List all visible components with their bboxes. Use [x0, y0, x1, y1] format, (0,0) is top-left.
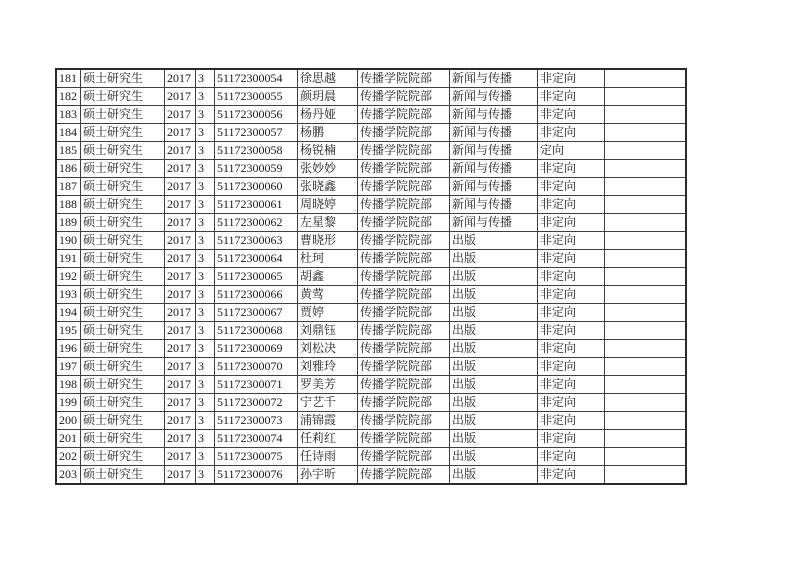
cell-duration-years: 3	[196, 232, 215, 250]
cell-duration-years: 3	[196, 214, 215, 232]
cell-major: 出版	[450, 448, 538, 466]
cell-department: 传播学院院部	[358, 430, 450, 448]
cell-orientation: 非定向	[538, 376, 605, 394]
cell-student-id: 51172300064	[215, 250, 298, 268]
cell-blank	[605, 322, 686, 340]
cell-department: 传播学院院部	[358, 340, 450, 358]
table-row	[56, 430, 686, 448]
table-row	[56, 88, 686, 106]
cell-blank	[605, 268, 686, 286]
cell-student-id: 51172300070	[215, 358, 298, 376]
cell-enroll-year: 2017	[165, 448, 196, 466]
cell-department: 传播学院院部	[358, 286, 450, 304]
table-row	[56, 286, 686, 304]
cell-orientation: 非定向	[538, 340, 605, 358]
cell-department: 传播学院院部	[358, 232, 450, 250]
table-row	[56, 142, 686, 160]
cell-student-name: 张晓鑫	[298, 178, 358, 196]
cell-blank	[605, 304, 686, 322]
cell-department: 传播学院院部	[358, 196, 450, 214]
table-row	[56, 340, 686, 358]
cell-orientation: 非定向	[538, 448, 605, 466]
cell-blank	[605, 178, 686, 196]
cell-major: 新闻与传播	[450, 196, 538, 214]
cell-enroll-year: 2017	[165, 178, 196, 196]
cell-student-type: 硕士研究生	[81, 358, 165, 376]
cell-row-number: 198	[56, 376, 81, 394]
cell-student-name: 任莉红	[298, 430, 358, 448]
cell-blank	[605, 160, 686, 178]
cell-student-type: 硕士研究生	[81, 214, 165, 232]
cell-row-number: 186	[56, 160, 81, 178]
cell-blank	[605, 88, 686, 106]
cell-orientation: 非定向	[538, 394, 605, 412]
cell-student-name: 孙宇昕	[298, 466, 358, 485]
table-row	[56, 214, 686, 232]
cell-row-number: 189	[56, 214, 81, 232]
cell-student-name: 刘雅玲	[298, 358, 358, 376]
cell-row-number: 199	[56, 394, 81, 412]
table-row	[56, 196, 686, 214]
cell-student-type: 硕士研究生	[81, 250, 165, 268]
cell-department: 传播学院院部	[358, 322, 450, 340]
cell-duration-years: 3	[196, 358, 215, 376]
cell-duration-years: 3	[196, 106, 215, 124]
cell-student-type: 硕士研究生	[81, 286, 165, 304]
cell-orientation: 非定向	[538, 214, 605, 232]
cell-student-id: 51172300067	[215, 304, 298, 322]
cell-student-name: 杜珂	[298, 250, 358, 268]
cell-student-id: 51172300074	[215, 430, 298, 448]
cell-duration-years: 3	[196, 394, 215, 412]
cell-student-type: 硕士研究生	[81, 340, 165, 358]
cell-enroll-year: 2017	[165, 466, 196, 485]
table-row	[56, 322, 686, 340]
cell-row-number: 196	[56, 340, 81, 358]
cell-row-number: 200	[56, 412, 81, 430]
cell-blank	[605, 196, 686, 214]
cell-row-number: 192	[56, 268, 81, 286]
cell-duration-years: 3	[196, 160, 215, 178]
cell-student-id: 51172300063	[215, 232, 298, 250]
cell-blank	[605, 430, 686, 448]
cell-enroll-year: 2017	[165, 430, 196, 448]
table-row	[56, 160, 686, 178]
table-row	[56, 394, 686, 412]
cell-row-number: 195	[56, 322, 81, 340]
cell-student-name: 张妙妙	[298, 160, 358, 178]
cell-major: 出版	[450, 358, 538, 376]
cell-orientation: 非定向	[538, 466, 605, 485]
cell-blank	[605, 124, 686, 142]
cell-student-type: 硕士研究生	[81, 322, 165, 340]
cell-major: 出版	[450, 232, 538, 250]
student-roster-table	[55, 68, 687, 485]
cell-row-number: 202	[56, 448, 81, 466]
cell-student-id: 51172300057	[215, 124, 298, 142]
cell-orientation: 非定向	[538, 88, 605, 106]
cell-student-type: 硕士研究生	[81, 232, 165, 250]
cell-student-name: 刘鼎钰	[298, 322, 358, 340]
cell-orientation: 非定向	[538, 412, 605, 430]
cell-student-name: 贾婷	[298, 304, 358, 322]
cell-student-id: 51172300066	[215, 286, 298, 304]
cell-student-type: 硕士研究生	[81, 466, 165, 485]
cell-student-id: 51172300076	[215, 466, 298, 485]
cell-enroll-year: 2017	[165, 106, 196, 124]
cell-enroll-year: 2017	[165, 286, 196, 304]
cell-student-type: 硕士研究生	[81, 430, 165, 448]
cell-enroll-year: 2017	[165, 142, 196, 160]
cell-student-id: 51172300055	[215, 88, 298, 106]
cell-row-number: 181	[56, 69, 81, 88]
cell-department: 传播学院院部	[358, 250, 450, 268]
cell-blank	[605, 394, 686, 412]
cell-blank	[605, 250, 686, 268]
cell-blank	[605, 376, 686, 394]
cell-major: 新闻与传播	[450, 142, 538, 160]
cell-row-number: 184	[56, 124, 81, 142]
cell-duration-years: 3	[196, 124, 215, 142]
cell-student-name: 周晓婷	[298, 196, 358, 214]
cell-major: 出版	[450, 466, 538, 485]
cell-major: 出版	[450, 394, 538, 412]
cell-student-name: 杨锐楠	[298, 142, 358, 160]
cell-orientation: 非定向	[538, 160, 605, 178]
cell-blank	[605, 412, 686, 430]
cell-blank	[605, 69, 686, 88]
cell-duration-years: 3	[196, 250, 215, 268]
cell-department: 传播学院院部	[358, 124, 450, 142]
cell-enroll-year: 2017	[165, 358, 196, 376]
cell-department: 传播学院院部	[358, 412, 450, 430]
cell-student-id: 51172300058	[215, 142, 298, 160]
cell-enroll-year: 2017	[165, 412, 196, 430]
cell-student-name: 浦锦霞	[298, 412, 358, 430]
table-row	[56, 412, 686, 430]
cell-department: 传播学院院部	[358, 376, 450, 394]
cell-duration-years: 3	[196, 448, 215, 466]
cell-blank	[605, 142, 686, 160]
cell-department: 传播学院院部	[358, 358, 450, 376]
cell-student-name: 杨丹娅	[298, 106, 358, 124]
cell-department: 传播学院院部	[358, 448, 450, 466]
table-row	[56, 178, 686, 196]
cell-orientation: 非定向	[538, 304, 605, 322]
cell-student-id: 51172300068	[215, 322, 298, 340]
cell-student-name: 任诗雨	[298, 448, 358, 466]
cell-enroll-year: 2017	[165, 304, 196, 322]
cell-student-id: 51172300065	[215, 268, 298, 286]
cell-blank	[605, 286, 686, 304]
cell-student-type: 硕士研究生	[81, 88, 165, 106]
table-row	[56, 466, 686, 485]
cell-student-id: 51172300062	[215, 214, 298, 232]
cell-student-type: 硕士研究生	[81, 412, 165, 430]
cell-blank	[605, 466, 686, 485]
cell-enroll-year: 2017	[165, 88, 196, 106]
cell-department: 传播学院院部	[358, 160, 450, 178]
cell-enroll-year: 2017	[165, 196, 196, 214]
cell-row-number: 183	[56, 106, 81, 124]
cell-orientation: 非定向	[538, 124, 605, 142]
cell-enroll-year: 2017	[165, 394, 196, 412]
cell-row-number: 197	[56, 358, 81, 376]
cell-enroll-year: 2017	[165, 124, 196, 142]
cell-student-type: 硕士研究生	[81, 448, 165, 466]
cell-blank	[605, 448, 686, 466]
cell-major: 新闻与传播	[450, 88, 538, 106]
cell-student-id: 51172300072	[215, 394, 298, 412]
cell-student-type: 硕士研究生	[81, 69, 165, 88]
cell-student-type: 硕士研究生	[81, 142, 165, 160]
cell-row-number: 185	[56, 142, 81, 160]
cell-student-id: 51172300061	[215, 196, 298, 214]
table-row	[56, 376, 686, 394]
cell-duration-years: 3	[196, 340, 215, 358]
cell-major: 出版	[450, 304, 538, 322]
cell-major: 新闻与传播	[450, 214, 538, 232]
table-row	[56, 232, 686, 250]
cell-student-name: 颜玥晨	[298, 88, 358, 106]
cell-department: 传播学院院部	[358, 88, 450, 106]
cell-major: 出版	[450, 376, 538, 394]
cell-enroll-year: 2017	[165, 340, 196, 358]
cell-row-number: 194	[56, 304, 81, 322]
table-row	[56, 358, 686, 376]
cell-department: 传播学院院部	[358, 178, 450, 196]
cell-duration-years: 3	[196, 196, 215, 214]
cell-major: 出版	[450, 430, 538, 448]
cell-student-id: 51172300056	[215, 106, 298, 124]
roster-table-body	[56, 69, 686, 484]
cell-orientation: 非定向	[538, 232, 605, 250]
cell-student-id: 51172300054	[215, 69, 298, 88]
cell-major: 出版	[450, 340, 538, 358]
cell-department: 传播学院院部	[358, 142, 450, 160]
cell-student-name: 宁艺千	[298, 394, 358, 412]
cell-enroll-year: 2017	[165, 376, 196, 394]
cell-student-id: 51172300060	[215, 178, 298, 196]
cell-student-name: 左星黎	[298, 214, 358, 232]
cell-student-id: 51172300071	[215, 376, 298, 394]
cell-student-id: 51172300073	[215, 412, 298, 430]
cell-duration-years: 3	[196, 286, 215, 304]
cell-major: 出版	[450, 286, 538, 304]
cell-student-type: 硕士研究生	[81, 394, 165, 412]
cell-orientation: 非定向	[538, 322, 605, 340]
cell-major: 新闻与传播	[450, 178, 538, 196]
cell-department: 传播学院院部	[358, 394, 450, 412]
cell-orientation: 定向	[538, 142, 605, 160]
cell-enroll-year: 2017	[165, 322, 196, 340]
table-row	[56, 304, 686, 322]
cell-blank	[605, 358, 686, 376]
cell-enroll-year: 2017	[165, 250, 196, 268]
cell-enroll-year: 2017	[165, 160, 196, 178]
cell-student-type: 硕士研究生	[81, 124, 165, 142]
cell-student-name: 罗美芳	[298, 376, 358, 394]
table-row	[56, 124, 686, 142]
cell-blank	[605, 232, 686, 250]
cell-enroll-year: 2017	[165, 268, 196, 286]
cell-student-name: 曹晓形	[298, 232, 358, 250]
cell-major: 新闻与传播	[450, 69, 538, 88]
cell-duration-years: 3	[196, 304, 215, 322]
cell-orientation: 非定向	[538, 268, 605, 286]
cell-duration-years: 3	[196, 322, 215, 340]
cell-row-number: 188	[56, 196, 81, 214]
cell-student-name: 徐思越	[298, 69, 358, 88]
cell-student-type: 硕士研究生	[81, 106, 165, 124]
cell-orientation: 非定向	[538, 106, 605, 124]
cell-orientation: 非定向	[538, 286, 605, 304]
cell-duration-years: 3	[196, 430, 215, 448]
table-row	[56, 448, 686, 466]
cell-enroll-year: 2017	[165, 69, 196, 88]
cell-major: 出版	[450, 268, 538, 286]
cell-row-number: 187	[56, 178, 81, 196]
cell-student-name: 刘松决	[298, 340, 358, 358]
cell-major: 新闻与传播	[450, 160, 538, 178]
cell-department: 传播学院院部	[358, 214, 450, 232]
cell-student-type: 硕士研究生	[81, 178, 165, 196]
cell-student-type: 硕士研究生	[81, 304, 165, 322]
cell-student-type: 硕士研究生	[81, 160, 165, 178]
cell-duration-years: 3	[196, 268, 215, 286]
cell-major: 出版	[450, 250, 538, 268]
cell-duration-years: 3	[196, 178, 215, 196]
cell-student-name: 黄莺	[298, 286, 358, 304]
table-row	[56, 69, 686, 88]
cell-orientation: 非定向	[538, 358, 605, 376]
cell-row-number: 190	[56, 232, 81, 250]
cell-orientation: 非定向	[538, 250, 605, 268]
cell-department: 传播学院院部	[358, 69, 450, 88]
cell-row-number: 203	[56, 466, 81, 485]
cell-student-type: 硕士研究生	[81, 268, 165, 286]
cell-enroll-year: 2017	[165, 232, 196, 250]
cell-duration-years: 3	[196, 69, 215, 88]
cell-student-name: 杨鹏	[298, 124, 358, 142]
table-row	[56, 106, 686, 124]
cell-major: 新闻与传播	[450, 124, 538, 142]
cell-duration-years: 3	[196, 376, 215, 394]
cell-orientation: 非定向	[538, 430, 605, 448]
cell-orientation: 非定向	[538, 196, 605, 214]
cell-row-number: 201	[56, 430, 81, 448]
cell-duration-years: 3	[196, 88, 215, 106]
cell-department: 传播学院院部	[358, 106, 450, 124]
cell-student-type: 硕士研究生	[81, 376, 165, 394]
cell-row-number: 193	[56, 286, 81, 304]
cell-student-name: 胡鑫	[298, 268, 358, 286]
cell-department: 传播学院院部	[358, 268, 450, 286]
cell-department: 传播学院院部	[358, 304, 450, 322]
cell-orientation: 非定向	[538, 178, 605, 196]
cell-duration-years: 3	[196, 142, 215, 160]
cell-student-id: 51172300069	[215, 340, 298, 358]
cell-duration-years: 3	[196, 412, 215, 430]
cell-row-number: 182	[56, 88, 81, 106]
cell-major: 出版	[450, 322, 538, 340]
cell-department: 传播学院院部	[358, 466, 450, 485]
cell-student-id: 51172300075	[215, 448, 298, 466]
cell-orientation: 非定向	[538, 69, 605, 88]
cell-enroll-year: 2017	[165, 214, 196, 232]
cell-blank	[605, 214, 686, 232]
table-row	[56, 250, 686, 268]
cell-student-id: 51172300059	[215, 160, 298, 178]
table-row	[56, 268, 686, 286]
cell-blank	[605, 340, 686, 358]
cell-blank	[605, 106, 686, 124]
cell-duration-years: 3	[196, 466, 215, 485]
cell-major: 出版	[450, 412, 538, 430]
cell-major: 新闻与传播	[450, 106, 538, 124]
cell-student-type: 硕士研究生	[81, 196, 165, 214]
cell-row-number: 191	[56, 250, 81, 268]
